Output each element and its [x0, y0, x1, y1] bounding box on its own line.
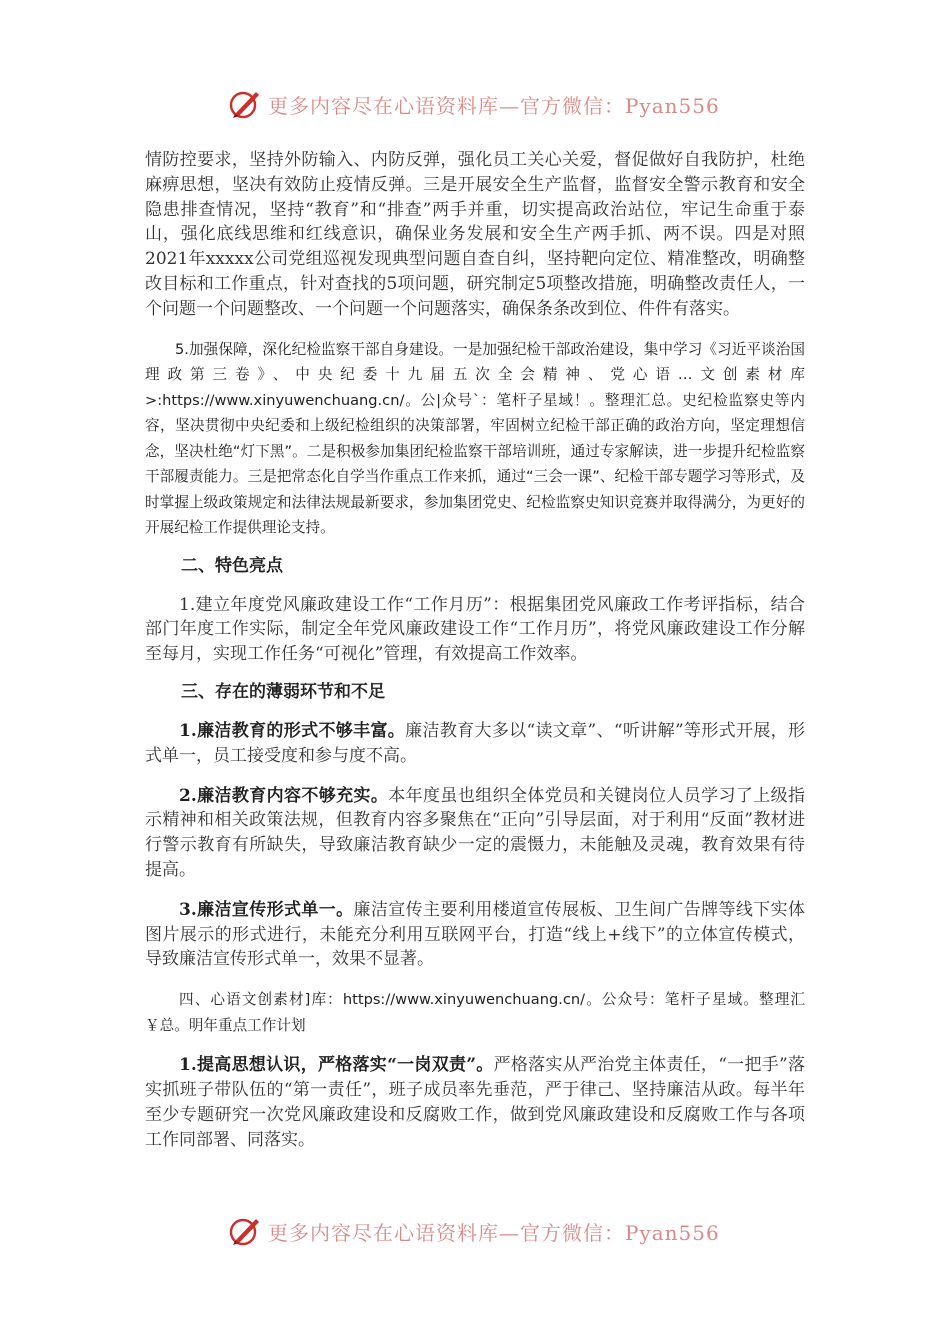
paragraph-plan-1: [145, 1053, 805, 1152]
pen-logo-icon: [228, 1214, 262, 1248]
paragraph-work-calendar: 1.建立年度党风廉政建设工作“工作月历”：根据集团党风廉政工作考评指标，结合部门年度工作实际，制定全年党风廉政建设工作“工作月历”，将党风廉政建设工作分解至每月，实现工作任务“可视化”管理，有效提高工作效率。: [145, 594, 805, 665]
weakness-2-title: 2.廉洁教育内容不够充实。: [179, 785, 389, 806]
weakness-1-text: 廉洁教育大多以“读文章”、“听讲解”等形式开展，形式单一，员工接受度和参与度不高。: [145, 720, 806, 766]
weakness-3-title: 3.廉洁宣传形式单一。: [179, 899, 354, 920]
banner-text: 更多内容尽在心语资料库—官方微信：Pyan556: [268, 93, 720, 118]
weakness-1-title: 1.廉洁教育的形式不够丰富。: [179, 720, 406, 741]
paragraph-weakness-1: [145, 719, 805, 769]
header-banner: [228, 84, 748, 124]
document-body: [145, 148, 805, 1152]
weakness-3-text: 廉洁宣传主要利用楼道宣传展板、卫生间广告牌等线下实体图片展示的形式进行，未能充分利用互联网平台，打造“线上+线下”的立体宣传模式，导致廉洁宣传形式单一，效果不显著。: [145, 899, 806, 970]
paragraph-weakness-3: [145, 898, 805, 972]
pen-logo-icon: [228, 87, 262, 121]
section-heading-highlights: 二、特色亮点: [181, 555, 283, 576]
plan-1-title: 1.提高思想认识，严格落实“一岗双责”。: [179, 1055, 494, 1076]
weakness-2-text: 本年度虽也组织全体党员和关键岗位人员学习了上级指示精神和相关政策法规，但教育内容多聚焦在“正向”引导层面，对于利用“反面”教材进行警示教育有所缺失，导致廉洁教育缺少一定的震慑力，未能触及灵魂，教育效果有待提高。: [145, 785, 806, 880]
section-heading-next-year: 四、心语文创素材]库：https://www.xinyuwenchuang.cn/。公众号：笔杆子星域。整理汇￥总。明年重点工作计划: [145, 991, 805, 1034]
paragraph-discipline-building: 5.加强保障，深化纪检监察干部自身建设。一是加强纪检干部政治建设，集中学习《习近平谈治国理政第三卷》、中央纪委十九届五次全会精神、党心语…文创素材库>:https://www.xinyuwenchuang.cn/。公|众号`：笔杆子星域！。整理汇总。史纪检监察史等内容，坚决贯彻中央纪委和上级纪检组织的决策部署，牢固树立纪检干部正确的政治方向，坚定理想信念，坚决杜绝“灯下黑”。二是积极参加集团纪检监察干部培训班，通过专家解读，进一步提升纪检监察干部履责能力。三是把常态化自学当作重点工作来抓，通过“三会一课”、纪检干部专题学习等形式，及时掌握上级政策规定和法律法规最新要求，参加集团党史、纪检监察史知识竞赛并取得满分，为更好的开展纪检工作提供理论支持。: [145, 340, 805, 537]
banner-text: 更多内容尽在心语资料库—官方微信：Pyan556: [268, 1220, 720, 1245]
paragraph-weakness-2: [145, 784, 805, 883]
plan-1-text: 严格落实从严治党主体责任，“一把手”落实抓班子带队伍的“第一责任”，班子成员率先垂范，严于律己、坚持廉洁从政。每半年至少专题研究一次党风廉政建设和反腐败工作，做到党风廉政建设和反腐败工作与各项工作同部署、同落实。: [145, 1055, 805, 1150]
section-heading-weaknesses: 三、存在的薄弱环节和不足: [181, 681, 385, 702]
footer-banner: [228, 1211, 748, 1251]
paragraph-safety: 情防控要求，坚持外防输入、内防反弹，强化员工关心关爱，督促做好自我防护，杜绝麻痹思想，坚决有效防止疫情反弹。三是开展安全生产监督，监督安全警示教育和安全隐患排查情况，坚持“教育”和“排查”两手并重，切实提高政治站位，牢记生命重于泰山，强化底线思维和红线意识，确保业务发展和安全生产两手抓、两不误。四是对照2021年xxxxx公司党组巡视发现典型问题自查自纠，坚持靶向定位、精准整改，明确整改目标和工作重点，针对查找的5项问题，研究制定5项整改措施，明确整改责任人，一个问题一个问题整改、一个问题一个问题落实，确保条条改到位、件件有落实。: [145, 150, 805, 319]
